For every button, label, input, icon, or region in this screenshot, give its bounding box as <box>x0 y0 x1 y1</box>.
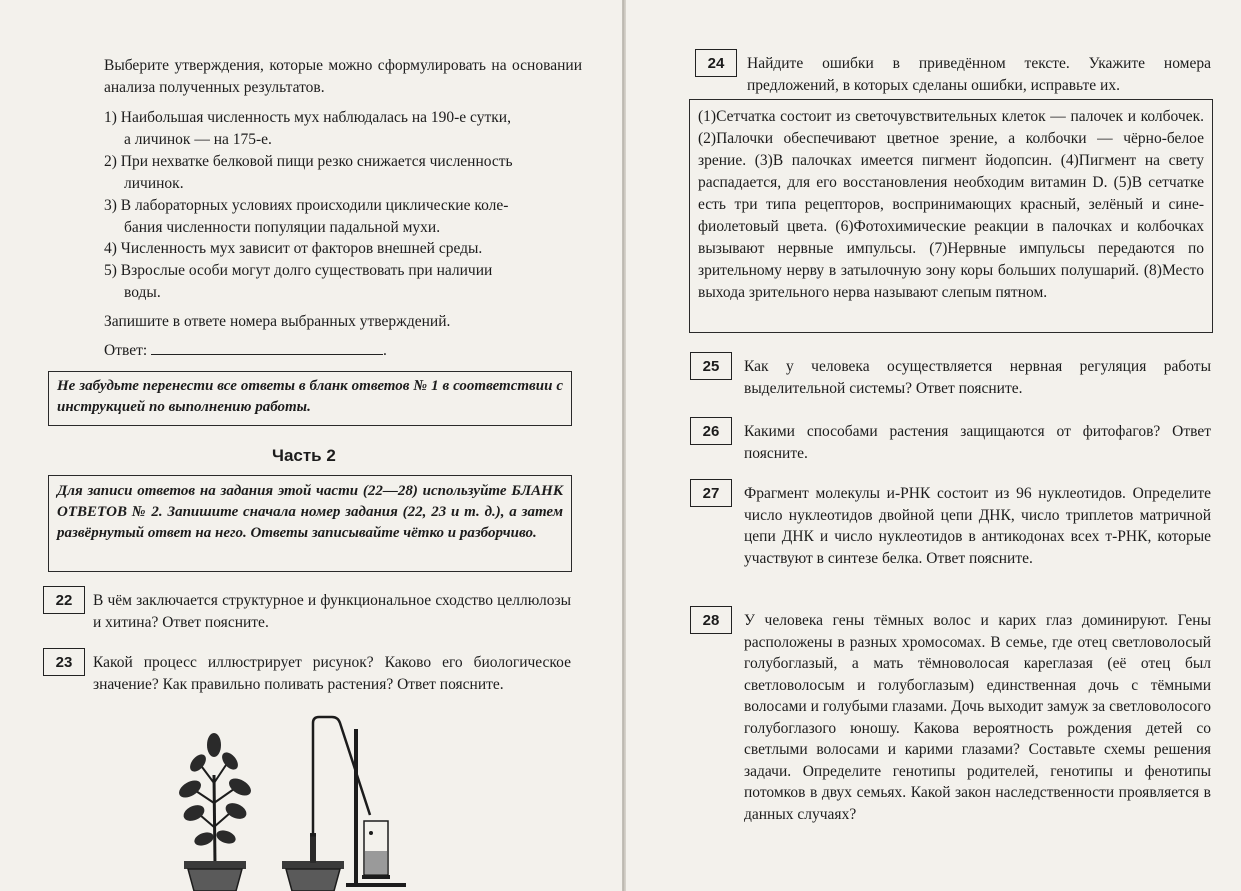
answer-row: Ответ: . <box>104 342 387 359</box>
experiment-figure <box>170 715 430 891</box>
statement-1: 1) Наибольшая численность мух наблюдалась на 190-е сутки, а личинок — на 175-е. <box>104 109 511 148</box>
statement-4: 4) Численность мух зависит от факторов внешней среды. <box>104 240 483 257</box>
task-22-text: В чём заключается структурное и функциональное сходство целлюлозы и хитина? Ответ поясните. <box>93 592 571 631</box>
answer-field[interactable] <box>151 340 383 355</box>
right-page <box>626 0 1241 891</box>
reminder-text: Не забудьте перенести все ответы в бланк ответов № 1 в соответствии с инструкцией по выполнению работы. <box>57 378 563 415</box>
task-number-23: 23 <box>43 648 85 676</box>
task-24-text: Найдите ошибки в приведённом тексте. Укажите номера предложений, в которых сделаны ошибки, исправьте их. <box>747 55 1211 94</box>
statement-5: 5) Взрослые особи могут долго существовать при наличии воды. <box>104 262 493 301</box>
reminder-box <box>48 371 572 426</box>
task-number-28: 28 <box>690 606 732 634</box>
part-instruction-text: Для записи ответов на задания этой части (22—28) используйте БЛАНК ОТВЕТОВ № 2. Запишите сначала номер задания (22, 23 и т. д.), а затем развёрнутый ответ на него. Ответы записывайте чётко и разборчиво. <box>57 483 563 541</box>
beaker-icon <box>362 821 390 879</box>
task-number-22: 22 <box>43 586 85 614</box>
statement-3: 3) В лабораторных условиях происходили циклические коле- бания численности популяции падальной мухи. <box>104 197 509 236</box>
task-number-27: 27 <box>690 479 732 507</box>
part-title: Часть 2 <box>272 446 336 465</box>
task-28-text: У человека гены тёмных волос и карих глаз доминируют. Гены расположены в разных хромосомах. В семье, где отец светловолосый голубоглазый, а мать тёмноволосая кареглазая (её отец был светловолосым и голубоглазым) единственная дочь с тёмными волосами и голубыми глазами. Дочь выходит замуж за светловолосого голубоглазого юношу. Какова вероятность рождения детей со светлыми волосами и карими глазами? Составьте схемы решения задачи. Определите генотипы родителей, генотипы и фенотипы потомков в двух семьях. Какой закон наследственности проявляется в данных случаях? <box>744 612 1211 823</box>
part-instruction-box <box>48 475 572 572</box>
task-26-text: Какими способами растения защищаются от фитофагов? Ответ поясните. <box>744 423 1211 462</box>
answer-label: Ответ: <box>104 342 148 359</box>
error-passage-text: (1)Сетчатка состоит из светочувствительных клеток — палочек и колбочек. (2)Палочки обеспечивают цветное зрение, а колбочки — чёрно-белое зрение. (3)В палочках имеется пигмент йодопсин. (4)Пигмент на свету распадается, для его восстановления необходим витамин D. (5)В сетчатке есть три типа рецепторов, воспринимающих красный, зелёный и сине-фиолетовый цвета. (6)Фотохимические реакции в палочках и колбочках вызывают нервные импульсы. (7)Нервные импульсы передаются по зрительному нерву в затылочную зону коры больших полушарий. (8)Место выхода зрительного нерва называют слепым пятном. <box>698 108 1204 301</box>
error-passage-box <box>689 99 1213 333</box>
task-number-25: 25 <box>690 352 732 380</box>
answer-instruction: Запишите в ответе номера выбранных утверждений. <box>104 313 451 330</box>
task-23-text: Какой процесс иллюстрирует рисунок? Каково его биологическое значение? Как правильно поливать растения? Ответ поясните. <box>93 654 571 693</box>
task-intro: Выберите утверждения, которые можно сформулировать на основании анализа полученных результатов. <box>104 57 582 96</box>
task-number-26: 26 <box>690 417 732 445</box>
potted-plant-icon <box>176 733 254 891</box>
task-27-text: Фрагмент молекулы и-РНК состоит из 96 нуклеотидов. Определите число нуклеотидов двойной цепи ДНК, число триплетов матричной цепи ДНК и число нуклеотидов в антикодонах всех т-РНК, которые участвуют в синтезе белка. Ответ поясните. <box>744 485 1211 567</box>
task-25-text: Как у человека осуществляется нервная регуляция работы выделительной системы? Ответ поясните. <box>744 358 1211 397</box>
task-number-24: 24 <box>695 49 737 77</box>
statement-2: 2) При нехватке белковой пищи резко снижается численность личинок. <box>104 153 513 192</box>
